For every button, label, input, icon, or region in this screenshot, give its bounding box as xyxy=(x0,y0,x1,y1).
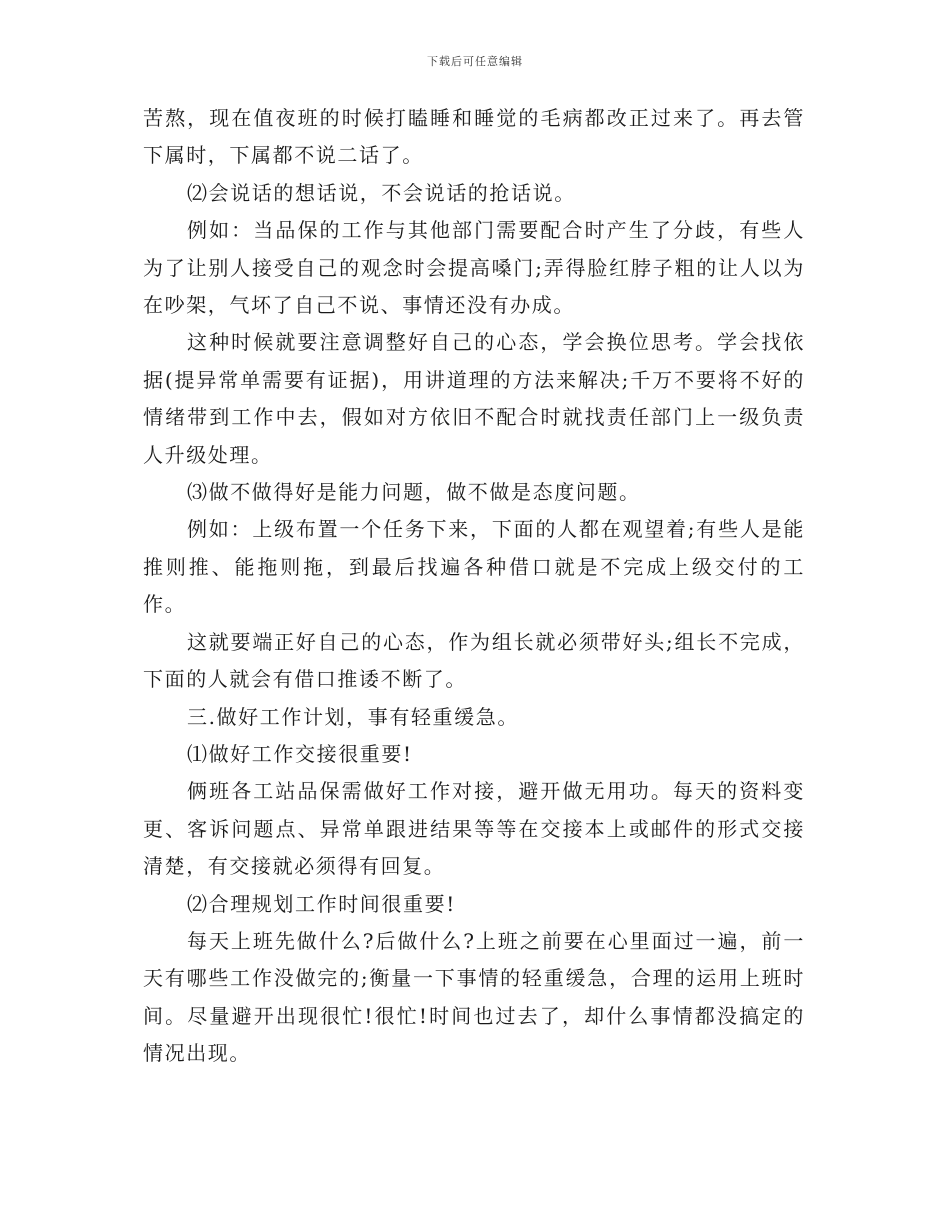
paragraph-subpoint-2: ⑵合理规划工作时间很重要! xyxy=(187,891,456,916)
paragraph-planning: 每天上班先做什么?后做什么?上班之前要在心里面过一遍，前一天有哪些工作没做完的;衡量一下事情的轻重缓急，合理的运用上班时间。尽量避开出现很忙!很忙!时间也过去了，却什么事情都没搞定的情况出现。 xyxy=(143,928,805,1066)
paragraph-point-2: ⑵会说话的想话说，不会说话的抢话说。 xyxy=(187,180,576,205)
paragraph-advice-1: 这种时候就要注意调整好自己的心态，学会换位思考。学会找依据(提异常单需要有证据)，用讲道理的方法来解决;千万不要将不好的情绪带到工作中去，假如对方依旧不配合时就找责任部门上一级负责人升级处理。 xyxy=(143,330,805,467)
section-heading-3: 三.做好工作计划，事有轻重缓急。 xyxy=(187,704,519,729)
paragraph-continuation: 苦熬，现在值夜班的时候打瞌睡和睡觉的毛病都改正过来了。再去管下属时，下属都不说二话了。 xyxy=(143,106,805,168)
paragraph-subpoint-1: ⑴做好工作交接很重要! xyxy=(187,741,413,766)
paragraph-example-2: 例如：上级布置一个任务下来，下面的人都在观望着;有些人是能推则推、能拖则拖，到最后找遍各种借口就是不完成上级交付的工作。 xyxy=(143,517,805,617)
paragraph-point-3: ⑶做不做得好是能力问题，做不做是态度问题。 xyxy=(187,480,641,505)
paragraph-handover: 俩班各工站品保需做好工作对接，避开做无用功。每天的资料变更、客诉问题点、异常单跟进结果等等在交接本上或邮件的形式交接清楚，有交接就必须得有回复。 xyxy=(143,779,805,879)
paragraph-advice-2: 这就要端正好自己的心态，作为组长就必须带好头;组长不完成，下面的人就会有借口推诿不断了。 xyxy=(143,629,805,692)
paragraph-example-1: 例如：当品保的工作与其他部门需要配合时产生了分歧，有些人为了让别人接受自己的观念时会提高嗓门;弄得脸红脖子粗的让人以为在吵架，气坏了自己不说、事情还没有办成。 xyxy=(143,218,805,318)
header-note: 下载后可任意编辑 xyxy=(427,55,523,68)
document-body xyxy=(143,100,805,1073)
